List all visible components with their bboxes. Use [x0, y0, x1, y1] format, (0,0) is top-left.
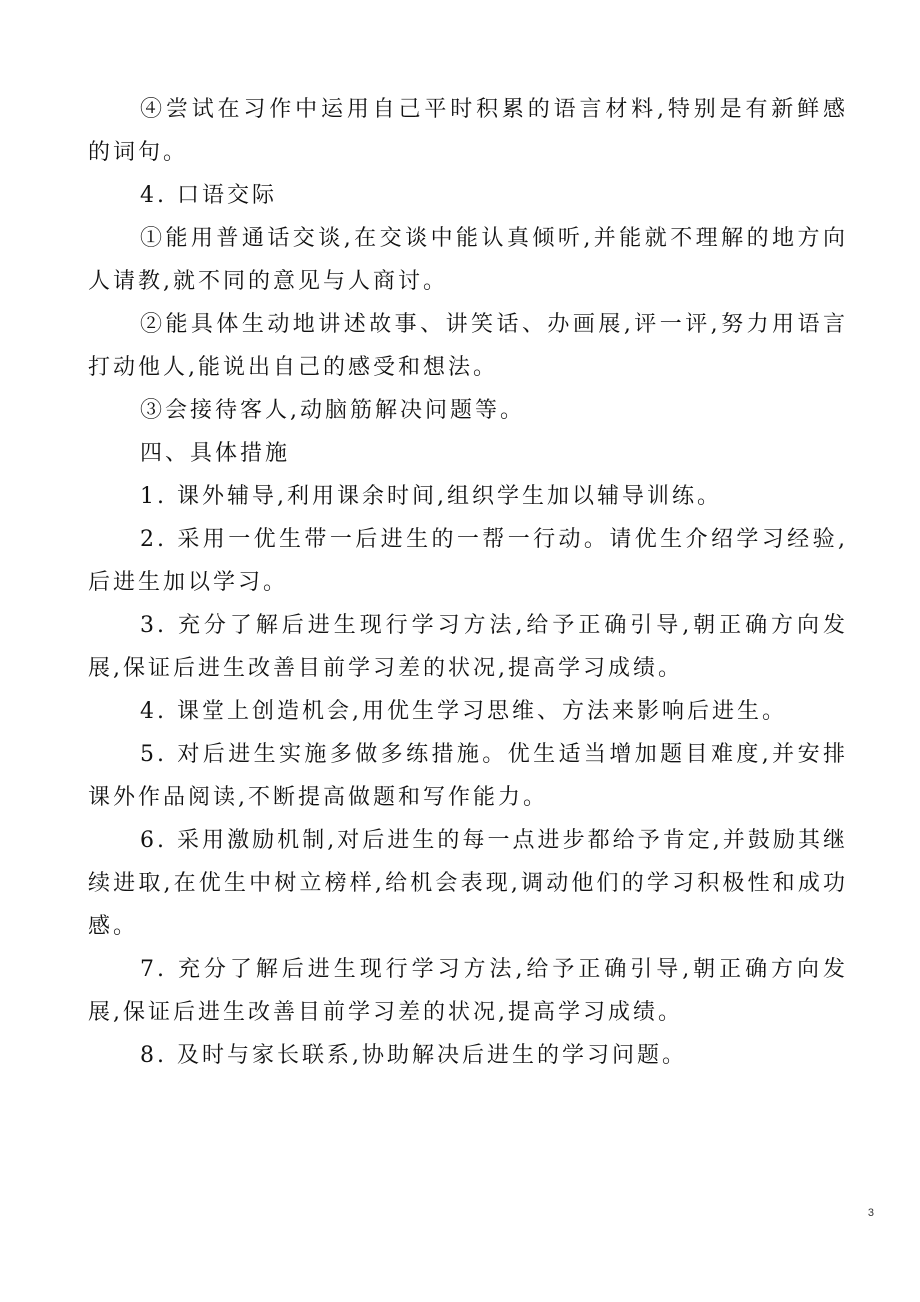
measure-item-7: 7. 充分了解后进生现行学习方法,给予正确引导,朝正确方向发展,保证后进生改善目前学习差的状况,提高学习成绩。: [88, 957, 848, 1025]
paragraph-oral-3: ③会接待客人,动脑筋解决问题等。: [140, 398, 525, 423]
measure-item-2: 2. 采用一优生带一后进生的一帮一行动。请优生介绍学习经验,后进生加以学习。: [88, 527, 848, 595]
page-number: 3: [867, 1207, 874, 1219]
measure-item-1: 1. 课外辅导,利用课余时间,组织学生加以辅导训练。: [140, 484, 722, 509]
paragraph-item-4-tip: ④尝试在习作中运用自己平时积累的语言材料,特别是有新鲜感的词句。: [88, 97, 848, 165]
paragraph-oral-1: ①能用普通话交谈,在交谈中能认真倾听,并能就不理解的地方向人请教,就不同的意见与人商讨。: [88, 226, 848, 294]
measure-item-8: 8. 及时与家长联系,协助解决后进生的学习问题。: [140, 1043, 687, 1068]
measure-item-5: 5. 对后进生实施多做多练措施。优生适当增加题目难度,并安排课外作品阅读,不断提高做题和写作能力。: [88, 742, 848, 810]
measure-item-4: 4. 课堂上创造机会,用优生学习思维、方法来影响后进生。: [140, 699, 787, 724]
section-heading-oral-communication: 4. 口语交际: [140, 183, 277, 208]
document-body: [88, 88, 848, 1077]
paragraph-oral-2: ②能具体生动地讲述故事、讲笑话、办画展,评一评,努力用语言打动他人,能说出自己的感受和想法。: [88, 312, 848, 380]
section-heading-measures: 四、具体措施: [140, 441, 291, 466]
measure-item-3: 3. 充分了解后进生现行学习方法,给予正确引导,朝正确方向发展,保证后进生改善目前学习差的状况,提高学习成绩。: [88, 613, 848, 681]
measure-item-6: 6. 采用激励机制,对后进生的每一点进步都给予肯定,并鼓励其继续进取,在优生中树立榜样,给机会表现,调动他们的学习积极性和成功感。: [88, 828, 848, 939]
